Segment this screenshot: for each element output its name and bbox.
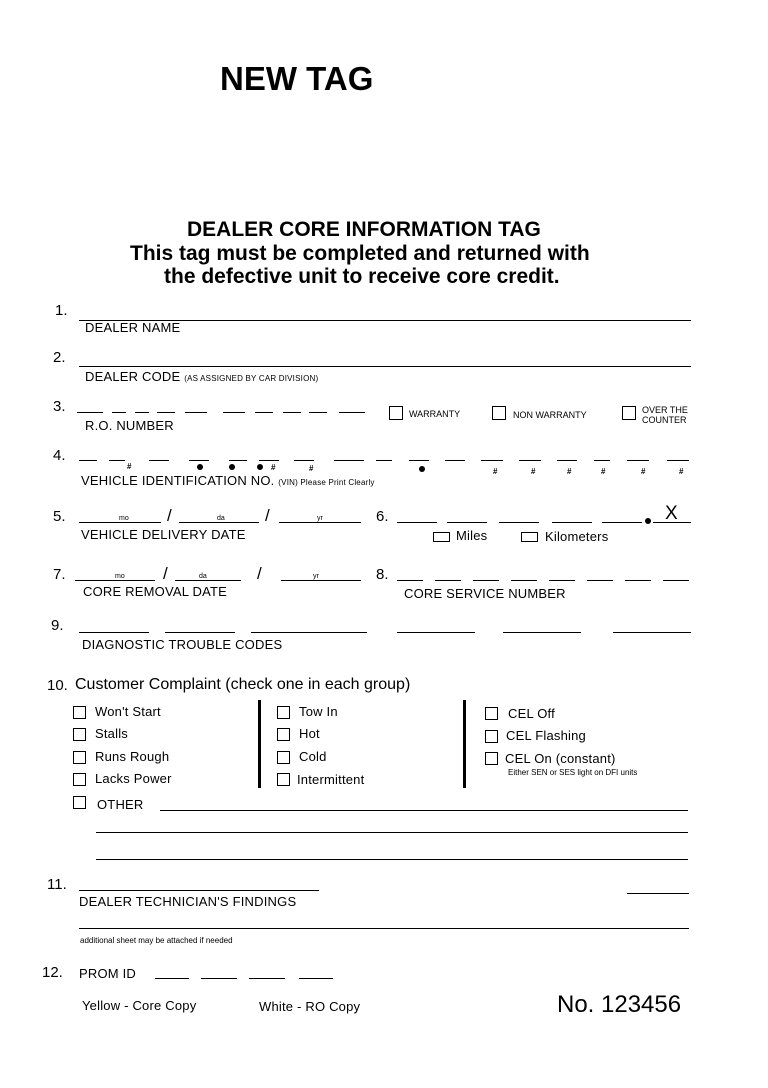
other-checkbox[interactable] (73, 796, 86, 809)
cel-off-label: CEL Off (508, 706, 555, 721)
other-input-line-1[interactable] (160, 810, 688, 811)
over-the-counter-checkbox[interactable] (622, 406, 636, 420)
wont-start-checkbox[interactable] (73, 706, 86, 719)
vin-label (81, 473, 375, 488)
kilometers-checkbox[interactable] (521, 532, 538, 542)
core-service-number-label: CORE SERVICE NUMBER (404, 586, 566, 601)
tow-in-checkbox[interactable] (277, 706, 290, 719)
hot-checkbox[interactable] (277, 728, 290, 741)
miles-checkbox[interactable] (433, 532, 450, 542)
core-service-number-input[interactable] (397, 566, 691, 584)
field-10-number: 10. (47, 677, 68, 694)
cel-flashing-checkbox[interactable] (485, 730, 498, 743)
field-6-number: 6. (376, 508, 389, 525)
odometer-x: X (665, 503, 678, 524)
delivery-da-label: da (217, 515, 225, 522)
cel-on-checkbox[interactable] (485, 752, 498, 765)
other-input-line-3[interactable] (96, 859, 688, 860)
warranty-checkbox[interactable] (389, 406, 403, 420)
non-warranty-checkbox[interactable] (492, 406, 506, 420)
kilometers-label: Kilometers (545, 529, 609, 544)
field-5-number: 5. (53, 508, 66, 525)
cel-on-label: CEL On (constant) (505, 751, 616, 766)
intermittent-checkbox[interactable] (277, 773, 290, 786)
runs-rough-label: Runs Rough (95, 749, 170, 764)
cel-note: Either SEN or SES light on DFI units (508, 768, 638, 777)
technician-findings-label: DEALER TECHNICIAN'S FINDINGS (79, 894, 297, 909)
group-divider-2 (463, 700, 466, 788)
field-11-number: 11. (47, 876, 67, 893)
form-subtitle-line2: the defective unit to receive core credit. (164, 265, 560, 288)
delivery-mo-label: mo (119, 515, 129, 522)
vin-note: (VIN) Please Print Clearly (278, 478, 375, 487)
odometer-input[interactable] (397, 503, 691, 526)
dealer-code-text: DEALER CODE (85, 369, 181, 384)
ro-number-label: R.O. NUMBER (85, 418, 174, 433)
removal-da-label: da (199, 573, 207, 580)
dealer-code-label (85, 369, 318, 384)
form-subtitle-line1: This tag must be completed and returned with (130, 242, 590, 265)
field-9-number: 9. (51, 617, 64, 634)
other-label: OTHER (97, 797, 144, 812)
prom-id-input[interactable] (155, 966, 335, 982)
additional-sheet-note: additional sheet may be attached if needed (80, 936, 233, 945)
ro-number-input[interactable] (77, 412, 367, 414)
trouble-codes-input[interactable] (79, 620, 691, 636)
technician-findings-input-2[interactable] (627, 893, 689, 894)
field-8-number: 8. (376, 566, 389, 583)
removal-date-label: CORE REMOVAL DATE (83, 584, 228, 599)
field-2-number: 2. (53, 349, 66, 366)
lacks-power-label: Lacks Power (95, 771, 172, 786)
warranty-label: WARRANTY (409, 409, 461, 419)
stalls-checkbox[interactable] (73, 728, 86, 741)
removal-yr-label: yr (313, 573, 319, 580)
other-input-line-2[interactable] (96, 832, 688, 833)
delivery-yr-label: yr (317, 515, 323, 522)
hot-label: Hot (299, 726, 320, 741)
delivery-date-label: VEHICLE DELIVERY DATE (81, 527, 246, 542)
field-3-number: 3. (53, 398, 66, 415)
field-4-number: 4. (53, 447, 66, 464)
prom-id-label: PROM ID (79, 966, 137, 981)
cold-checkbox[interactable] (277, 751, 290, 764)
dealer-code-input[interactable] (79, 366, 691, 367)
technician-findings-input-3[interactable] (79, 928, 689, 929)
dealer-name-label: DEALER NAME (85, 320, 181, 335)
over-the-label: OVER THE (642, 405, 688, 415)
vin-label-text: VEHICLE IDENTIFICATION NO. (81, 473, 275, 488)
dealer-code-note: (AS ASSIGNED BY CAR DIVISION) (184, 374, 319, 383)
removal-mo-label: mo (115, 573, 125, 580)
intermittent-label: Intermittent (297, 772, 365, 787)
new-tag-heading: NEW TAG (220, 60, 374, 97)
cel-flashing-label: CEL Flashing (506, 728, 586, 743)
technician-findings-input-1[interactable] (79, 890, 319, 891)
cold-label: Cold (299, 749, 327, 764)
stalls-label: Stalls (95, 726, 128, 741)
delivery-date-input[interactable]: / / mo da yr (79, 508, 361, 526)
customer-complaint-heading: Customer Complaint (check one in each group) (75, 676, 411, 693)
non-warranty-label: NON WARRANTY (513, 410, 587, 420)
white-copy-label: White - RO Copy (259, 999, 361, 1014)
tow-in-label: Tow In (299, 704, 338, 719)
yellow-copy-label: Yellow - Core Copy (82, 998, 197, 1013)
trouble-codes-label: DIAGNOSTIC TROUBLE CODES (82, 637, 283, 652)
group-divider-1 (258, 700, 261, 788)
removal-date-input[interactable]: / / mo da yr (75, 566, 361, 584)
counter-label: COUNTER (642, 415, 687, 425)
cel-off-checkbox[interactable] (485, 707, 498, 720)
field-1-number: 1. (55, 302, 68, 319)
form-title: DEALER CORE INFORMATION TAG (187, 218, 541, 241)
miles-label: Miles (456, 528, 488, 543)
lacks-power-checkbox[interactable] (73, 773, 86, 786)
field-7-number: 7. (53, 566, 66, 583)
tag-number: No. 123456 (557, 991, 682, 1018)
runs-rough-checkbox[interactable] (73, 751, 86, 764)
field-12-number: 12. (42, 964, 63, 981)
wont-start-label: Won't Start (95, 704, 161, 719)
vin-input[interactable]: # # # # # # # # # (79, 460, 691, 476)
